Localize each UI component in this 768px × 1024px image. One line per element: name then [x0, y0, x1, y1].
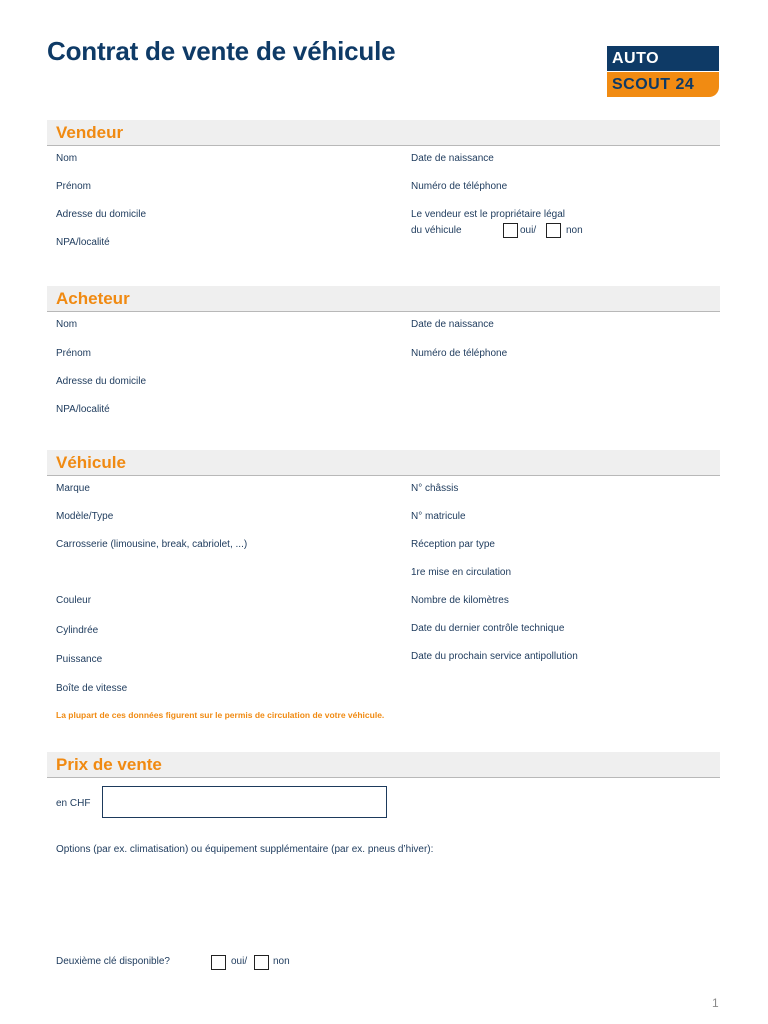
page-number: 1	[712, 996, 719, 1010]
page-title: Contrat de vente de véhicule	[47, 36, 396, 66]
vehicule-chassis-label: N° châssis	[411, 483, 459, 494]
section-title-acheteur: Acheteur	[56, 289, 130, 308]
vehicule-kilometres-label: Nombre de kilomètres	[411, 595, 509, 606]
acheteur-npa-label: NPA/localité	[56, 404, 110, 415]
vehicule-carrosserie-label: Carrosserie (limousine, break, cabriolet, ...)	[56, 539, 248, 550]
vehicule-reception-label: Réception par type	[411, 539, 495, 550]
vendeur-non-label: non	[566, 225, 583, 236]
deuxieme-cle-non-label: non	[273, 956, 290, 967]
section-vehicule-header	[47, 450, 720, 476]
vendeur-prenom-label: Prénom	[56, 181, 92, 192]
autoscout24-logo	[607, 46, 719, 97]
section-title-vehicule: Véhicule	[56, 453, 126, 472]
vehicule-modele-label: Modèle/Type	[56, 511, 114, 522]
vehicule-mise-circulation-label: 1re mise en circulation	[411, 567, 512, 578]
vendeur-nom-label: Nom	[56, 153, 78, 164]
vendeur-proprietaire-label-2: du véhicule	[411, 225, 462, 236]
vendeur-oui-checkbox[interactable]	[503, 223, 518, 238]
vendeur-proprietaire-label: Le vendeur est le propriétaire légal	[411, 209, 565, 220]
acheteur-telephone-label: Numéro de téléphone	[411, 348, 508, 359]
vehicule-marque-label: Marque	[56, 483, 90, 494]
deuxieme-cle-label: Deuxième clé disponible?	[56, 956, 170, 967]
acheteur-adresse-label: Adresse du domicile	[56, 376, 147, 387]
acheteur-naissance-label: Date de naissance	[411, 319, 494, 330]
prix-options-label: Options (par ex. climatisation) ou équipement supplémentaire (par ex. pneus d’hiver):	[56, 844, 434, 855]
vehicule-boite-label: Boîte de vitesse	[56, 683, 128, 694]
logo-bottom: SCOUT 24	[607, 72, 719, 97]
section-acheteur-header	[47, 286, 720, 312]
vehicule-matricule-label: N° matricule	[411, 511, 466, 522]
acheteur-prenom-label: Prénom	[56, 348, 92, 359]
section-title-vendeur: Vendeur	[56, 123, 124, 142]
vendeur-non-checkbox[interactable]	[546, 223, 561, 238]
vendeur-oui-label: oui/	[520, 225, 537, 236]
vehicule-cylindree-label: Cylindrée	[56, 625, 99, 636]
deuxieme-cle-oui-label: oui/	[231, 956, 248, 967]
acheteur-nom-label: Nom	[56, 319, 78, 330]
vehicule-puissance-label: Puissance	[56, 654, 103, 665]
vehicule-antipollution-label: Date du prochain service antipollution	[411, 651, 578, 662]
section-title-prix: Prix de vente	[56, 755, 162, 774]
vehicule-couleur-label: Couleur	[56, 595, 92, 606]
prix-chf-input[interactable]	[102, 786, 387, 818]
vendeur-telephone-label: Numéro de téléphone	[411, 181, 508, 192]
vendeur-naissance-label: Date de naissance	[411, 153, 494, 164]
vendeur-adresse-label: Adresse du domicile	[56, 209, 147, 220]
logo-top: AUTO	[607, 46, 719, 71]
deuxieme-cle-oui-checkbox[interactable]	[211, 955, 226, 970]
vehicule-controle-label: Date du dernier contrôle technique	[411, 623, 565, 634]
vehicule-note: La plupart de ces données figurent sur le permis de circulation de votre véhicule.	[56, 710, 385, 720]
section-vendeur-header	[47, 120, 720, 146]
section-prix-header	[47, 752, 720, 778]
prix-en-chf-label: en CHF	[56, 798, 91, 809]
vendeur-npa-label: NPA/localité	[56, 237, 110, 248]
deuxieme-cle-non-checkbox[interactable]	[254, 955, 269, 970]
